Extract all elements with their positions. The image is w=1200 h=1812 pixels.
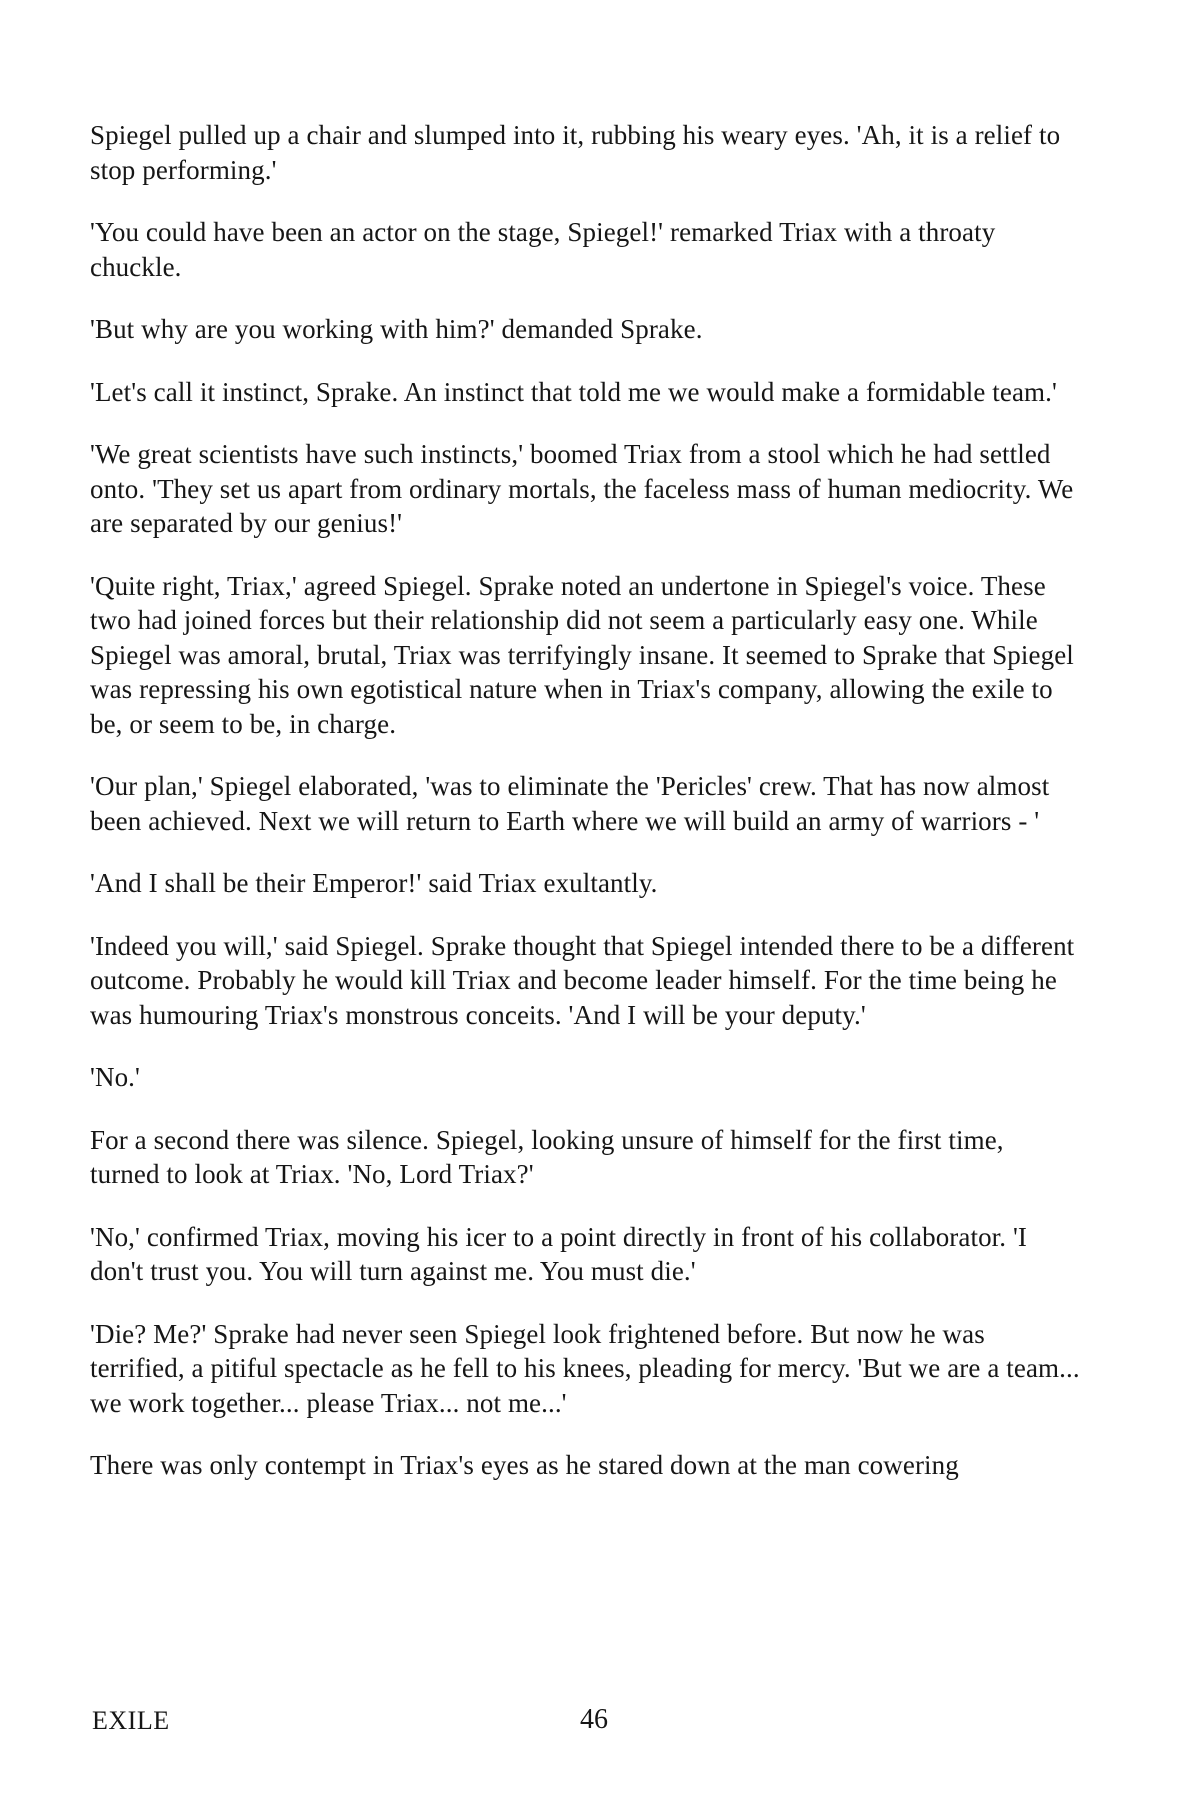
paragraph-9: 'Indeed you will,' said Spiegel. Sprake thought that Spiegel intended there to be a different outcome. Probably he would kill Triax and become leader himself. For the time being he was humouring Triax's monstrous conceits. 'And I will be your deputy.'	[90, 930, 1075, 1030]
page-number: 46	[580, 1704, 608, 1735]
paragraph-5: 'We great scientists have such instincts,' boomed Triax from a stool which he had settled onto. 'They set us apart from ordinary mortals, the faceless mass of human mediocrity. We are separated by our genius!'	[90, 439, 1074, 538]
paragraph-12: 'No,' confirmed Triax, moving his icer to a point directly in front of his collaborator. 'I don't trust you. You will turn against me. You must die.'	[90, 1221, 1028, 1286]
paragraph-8: 'And I shall be their Emperor!' said Triax exultantly.	[90, 868, 658, 898]
footer-book-title: EXILE	[92, 1706, 170, 1735]
paragraph-3: 'But why are you working with him?' demanded Sprake.	[90, 314, 703, 344]
paragraph-7: 'Our plan,' Spiegel elaborated, 'was to eliminate the 'Pericles' crew. That has now almost been achieved. Next we will return to Earth where we will build an army of warriors - '	[90, 771, 1050, 836]
paragraph-11: For a second there was silence. Spiegel, looking unsure of himself for the first time, turned to look at Triax. 'No, Lord Triax?'	[90, 1124, 1004, 1189]
paragraph-14: There was only contempt in Triax's eyes as he stared down at the man cowering	[90, 1450, 959, 1480]
paragraph-2: 'You could have been an actor on the stage, Spiegel!' remarked Triax with a throaty chuckle.	[90, 217, 996, 282]
paragraph-10: 'No.'	[90, 1062, 140, 1092]
paragraph-1: Spiegel pulled up a chair and slumped into it, rubbing his weary eyes. 'Ah, it is a relief to stop performing.'	[90, 120, 1061, 185]
paragraph-13: 'Die? Me?' Sprake had never seen Spiegel look frightened before. But now he was terrified, a pitiful spectacle as he fell to his knees, pleading for mercy. 'But we are a team... we work together... please Triax... not me...'	[90, 1318, 1080, 1418]
page-text-body	[90, 118, 1080, 1511]
paragraph-6: 'Quite right, Triax,' agreed Spiegel. Sprake noted an undertone in Spiegel's voice. These two had joined forces but their relationship did not seem a particularly easy one. While Spiegel was amoral, brutal, Triax was terrifyingly insane. It seemed to Sprake that Spiegel was repressing his own egotistical nature when in Triax's company, allowing the exile to be, or seem to be, in charge.	[90, 570, 1074, 739]
paragraph-4: 'Let's call it instinct, Sprake. An instinct that told me we would make a formidable team.'	[90, 376, 1057, 407]
